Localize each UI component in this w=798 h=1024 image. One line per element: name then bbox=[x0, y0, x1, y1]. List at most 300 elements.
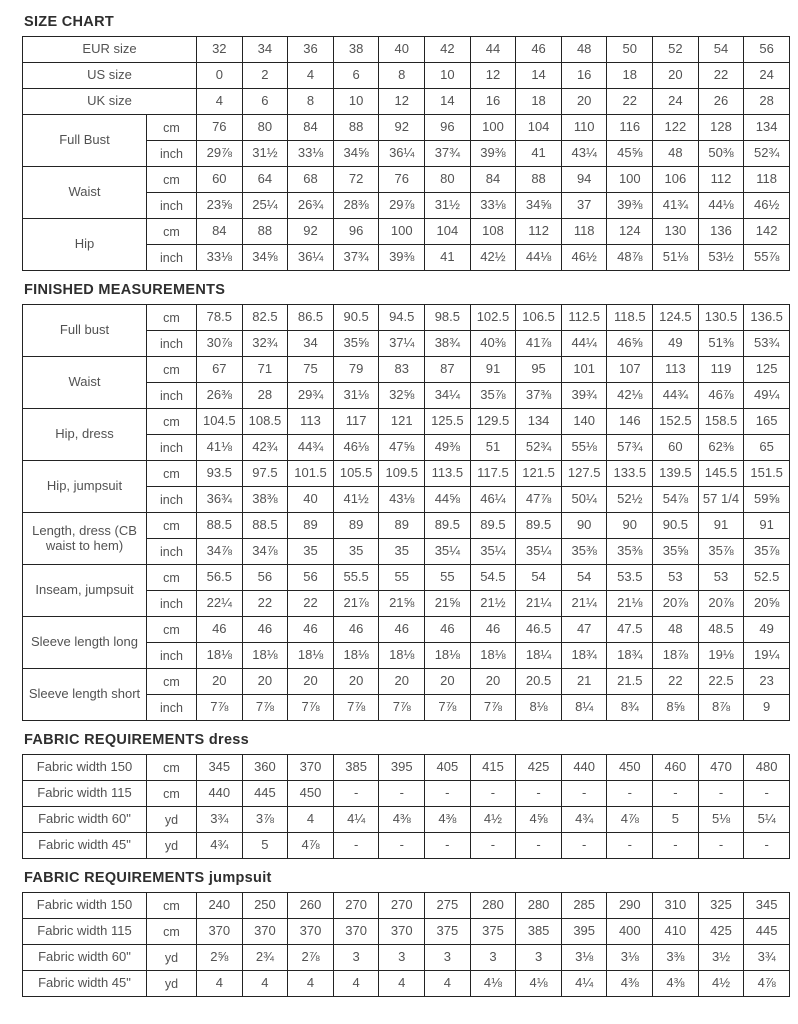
value-cell: 44¾ bbox=[288, 435, 334, 461]
value-cell: 395 bbox=[379, 755, 425, 781]
value-cell: 4⅛ bbox=[470, 971, 516, 997]
value-cell: 7⅞ bbox=[333, 695, 379, 721]
value-cell: 112.5 bbox=[561, 305, 607, 331]
table-row bbox=[23, 409, 790, 435]
value-cell: 68 bbox=[288, 167, 334, 193]
value-cell: 91 bbox=[698, 513, 744, 539]
value-cell: 124.5 bbox=[653, 305, 699, 331]
value-cell: 4⅜ bbox=[653, 971, 699, 997]
value-cell: 4⅞ bbox=[607, 807, 653, 833]
value-cell: 31⅛ bbox=[333, 383, 379, 409]
value-cell: 31½ bbox=[425, 193, 471, 219]
value-cell: 83 bbox=[379, 357, 425, 383]
value-cell: 105.5 bbox=[333, 461, 379, 487]
unit-cell: yd bbox=[147, 945, 197, 971]
table-row bbox=[23, 781, 790, 807]
value-cell: 4⅜ bbox=[607, 971, 653, 997]
value-cell: 46 bbox=[516, 37, 562, 63]
value-cell: 22 bbox=[607, 89, 653, 115]
value-cell: 28 bbox=[242, 383, 288, 409]
value-cell: 46⅞ bbox=[698, 383, 744, 409]
value-cell: 240 bbox=[197, 893, 243, 919]
section-fabric-requirements-dress bbox=[22, 732, 790, 859]
value-cell: 8⅛ bbox=[516, 695, 562, 721]
value-cell: 28 bbox=[744, 89, 790, 115]
value-cell: 360 bbox=[242, 755, 288, 781]
value-cell: 118.5 bbox=[607, 305, 653, 331]
value-cell: - bbox=[379, 833, 425, 859]
value-cell: 8⅝ bbox=[653, 695, 699, 721]
unit-cell: cm bbox=[147, 755, 197, 781]
value-cell: 125.5 bbox=[425, 409, 471, 435]
value-cell: 4¾ bbox=[561, 807, 607, 833]
table-row bbox=[23, 755, 790, 781]
value-cell: 37⅜ bbox=[516, 383, 562, 409]
unit-cell: inch bbox=[147, 695, 197, 721]
value-cell: 35 bbox=[288, 539, 334, 565]
section-size-chart bbox=[22, 14, 790, 271]
value-cell: 450 bbox=[607, 755, 653, 781]
value-cell: 18⅛ bbox=[379, 643, 425, 669]
value-cell: 24 bbox=[744, 63, 790, 89]
value-cell: 8¼ bbox=[561, 695, 607, 721]
value-cell: 53 bbox=[653, 565, 699, 591]
fabric-requirements-jumpsuit-table bbox=[22, 892, 790, 997]
value-cell: 49 bbox=[744, 617, 790, 643]
value-cell: 55 bbox=[425, 565, 471, 591]
value-cell: 80 bbox=[242, 115, 288, 141]
value-cell: 20 bbox=[470, 669, 516, 695]
value-cell: 104 bbox=[425, 219, 471, 245]
value-cell: 106.5 bbox=[516, 305, 562, 331]
value-cell: 44¾ bbox=[653, 383, 699, 409]
value-cell: 325 bbox=[698, 893, 744, 919]
value-cell: 12 bbox=[379, 89, 425, 115]
value-cell: 375 bbox=[470, 919, 516, 945]
value-cell: 3 bbox=[379, 945, 425, 971]
value-cell: 53.5 bbox=[607, 565, 653, 591]
value-cell: 18⅛ bbox=[288, 643, 334, 669]
value-cell: 43¼ bbox=[561, 141, 607, 167]
value-cell: 18 bbox=[516, 89, 562, 115]
value-cell: 50¼ bbox=[561, 487, 607, 513]
value-cell: 370 bbox=[288, 755, 334, 781]
value-cell: 22¼ bbox=[197, 591, 243, 617]
value-cell: 130.5 bbox=[698, 305, 744, 331]
value-cell: 7⅞ bbox=[197, 695, 243, 721]
value-cell: 35⅞ bbox=[698, 539, 744, 565]
value-cell: 90.5 bbox=[653, 513, 699, 539]
value-cell: 121.5 bbox=[516, 461, 562, 487]
value-cell: 128 bbox=[698, 115, 744, 141]
value-cell: 4⅞ bbox=[744, 971, 790, 997]
value-cell: 8 bbox=[379, 63, 425, 89]
value-cell: 35⅜ bbox=[607, 539, 653, 565]
value-cell: 46⅝ bbox=[607, 331, 653, 357]
value-cell: 104 bbox=[516, 115, 562, 141]
value-cell: 7⅞ bbox=[242, 695, 288, 721]
value-cell: 108.5 bbox=[242, 409, 288, 435]
value-cell: 49 bbox=[653, 331, 699, 357]
value-cell: - bbox=[516, 781, 562, 807]
value-cell: 2¾ bbox=[242, 945, 288, 971]
value-cell: 18⅛ bbox=[242, 643, 288, 669]
value-cell: 425 bbox=[516, 755, 562, 781]
value-cell: 48⅞ bbox=[607, 245, 653, 271]
value-cell: 35¼ bbox=[516, 539, 562, 565]
value-cell: 100 bbox=[379, 219, 425, 245]
value-cell: 41 bbox=[516, 141, 562, 167]
value-cell: 34⅝ bbox=[333, 141, 379, 167]
unit-cell: cm bbox=[147, 919, 197, 945]
value-cell: 106 bbox=[653, 167, 699, 193]
value-cell: 4 bbox=[288, 971, 334, 997]
unit-cell: cm bbox=[147, 219, 197, 245]
value-cell: 23⅝ bbox=[197, 193, 243, 219]
value-cell: - bbox=[607, 833, 653, 859]
value-cell: 395 bbox=[561, 919, 607, 945]
value-cell: 39¾ bbox=[561, 383, 607, 409]
value-cell: 46.5 bbox=[516, 617, 562, 643]
value-cell: 47.5 bbox=[607, 617, 653, 643]
value-cell: 34¼ bbox=[425, 383, 471, 409]
value-cell: 4 bbox=[379, 971, 425, 997]
value-cell: 55⅞ bbox=[744, 245, 790, 271]
value-cell: 112 bbox=[516, 219, 562, 245]
value-cell: 21⅞ bbox=[333, 591, 379, 617]
value-cell: 95 bbox=[516, 357, 562, 383]
value-cell: 8⅞ bbox=[698, 695, 744, 721]
value-cell: 37 bbox=[561, 193, 607, 219]
unit-cell: cm bbox=[147, 669, 197, 695]
value-cell: 52¾ bbox=[744, 141, 790, 167]
unit-cell: yd bbox=[147, 833, 197, 859]
value-cell: 89 bbox=[333, 513, 379, 539]
value-cell: 445 bbox=[744, 919, 790, 945]
value-cell: 59⅝ bbox=[744, 487, 790, 513]
value-cell: - bbox=[607, 781, 653, 807]
value-cell: 16 bbox=[470, 89, 516, 115]
value-cell: 42 bbox=[425, 37, 471, 63]
value-cell: - bbox=[425, 833, 471, 859]
unit-cell: cm bbox=[147, 115, 197, 141]
value-cell: 19⅛ bbox=[698, 643, 744, 669]
value-cell: 50 bbox=[607, 37, 653, 63]
value-cell: 3 bbox=[333, 945, 379, 971]
value-cell: 36¾ bbox=[197, 487, 243, 513]
value-cell: 96 bbox=[333, 219, 379, 245]
value-cell: - bbox=[561, 781, 607, 807]
value-cell: 129.5 bbox=[470, 409, 516, 435]
value-cell: 4¼ bbox=[561, 971, 607, 997]
value-cell: 151.5 bbox=[744, 461, 790, 487]
value-cell: 44 bbox=[470, 37, 516, 63]
row-label: Waist bbox=[23, 357, 147, 409]
value-cell: 56 bbox=[744, 37, 790, 63]
value-cell: 87 bbox=[425, 357, 471, 383]
value-cell: 4¾ bbox=[197, 833, 243, 859]
size-chart-heading: SIZE CHART bbox=[24, 14, 114, 30]
value-cell: 88 bbox=[333, 115, 379, 141]
value-cell: 2 bbox=[242, 63, 288, 89]
value-cell: 4¼ bbox=[333, 807, 379, 833]
value-cell: 3⅞ bbox=[242, 807, 288, 833]
value-cell: 98.5 bbox=[425, 305, 471, 331]
value-cell: 43⅛ bbox=[379, 487, 425, 513]
value-cell: 4⅛ bbox=[516, 971, 562, 997]
value-cell: 270 bbox=[333, 893, 379, 919]
value-cell: 49¼ bbox=[744, 383, 790, 409]
value-cell: 88.5 bbox=[242, 513, 288, 539]
value-cell: 134 bbox=[744, 115, 790, 141]
table-row bbox=[23, 115, 790, 141]
table-row bbox=[23, 893, 790, 919]
value-cell: 165 bbox=[744, 409, 790, 435]
value-cell: 35⅝ bbox=[333, 331, 379, 357]
value-cell: 82.5 bbox=[242, 305, 288, 331]
value-cell: 145.5 bbox=[698, 461, 744, 487]
value-cell: 56 bbox=[242, 565, 288, 591]
value-cell: - bbox=[516, 833, 562, 859]
unit-cell: cm bbox=[147, 167, 197, 193]
value-cell: 136 bbox=[698, 219, 744, 245]
value-cell: 34⅞ bbox=[197, 539, 243, 565]
value-cell: 36¼ bbox=[288, 245, 334, 271]
value-cell: 60 bbox=[197, 167, 243, 193]
value-cell: 44¼ bbox=[561, 331, 607, 357]
value-cell: 72 bbox=[333, 167, 379, 193]
value-cell: 18⅛ bbox=[425, 643, 471, 669]
unit-cell: inch bbox=[147, 193, 197, 219]
value-cell: 94.5 bbox=[379, 305, 425, 331]
section-finished-measurements bbox=[22, 282, 790, 721]
value-cell: 51⅜ bbox=[698, 331, 744, 357]
value-cell: 60 bbox=[653, 435, 699, 461]
value-cell: 4⅜ bbox=[379, 807, 425, 833]
value-cell: 104.5 bbox=[197, 409, 243, 435]
value-cell: 113 bbox=[288, 409, 334, 435]
value-cell: 29⅞ bbox=[197, 141, 243, 167]
value-cell: 20⅞ bbox=[698, 591, 744, 617]
value-cell: 44⅛ bbox=[698, 193, 744, 219]
row-label: Full bust bbox=[23, 305, 147, 357]
row-label: UK size bbox=[23, 89, 197, 115]
value-cell: 54⅞ bbox=[653, 487, 699, 513]
value-cell: 133.5 bbox=[607, 461, 653, 487]
section-fabric-requirements-jumpsuit bbox=[22, 870, 790, 997]
value-cell: 55 bbox=[379, 565, 425, 591]
value-cell: 370 bbox=[379, 919, 425, 945]
value-cell: 30⅞ bbox=[197, 331, 243, 357]
value-cell: 21⅝ bbox=[425, 591, 471, 617]
value-cell: 53½ bbox=[698, 245, 744, 271]
unit-cell: inch bbox=[147, 331, 197, 357]
value-cell: 370 bbox=[197, 919, 243, 945]
value-cell: 290 bbox=[607, 893, 653, 919]
table-row bbox=[23, 669, 790, 695]
value-cell: 5 bbox=[242, 833, 288, 859]
value-cell: 4½ bbox=[698, 971, 744, 997]
unit-cell: cm bbox=[147, 357, 197, 383]
value-cell: 385 bbox=[516, 919, 562, 945]
value-cell: 34⅝ bbox=[516, 193, 562, 219]
value-cell: 35⅜ bbox=[561, 539, 607, 565]
value-cell: 89.5 bbox=[425, 513, 471, 539]
value-cell: 32 bbox=[197, 37, 243, 63]
value-cell: 64 bbox=[242, 167, 288, 193]
value-cell: 385 bbox=[333, 755, 379, 781]
value-cell: 56.5 bbox=[197, 565, 243, 591]
value-cell: 94 bbox=[561, 167, 607, 193]
value-cell: 100 bbox=[470, 115, 516, 141]
unit-cell: cm bbox=[147, 893, 197, 919]
value-cell: 250 bbox=[242, 893, 288, 919]
value-cell: 415 bbox=[470, 755, 516, 781]
value-cell: 44⅛ bbox=[516, 245, 562, 271]
value-cell: 25¼ bbox=[242, 193, 288, 219]
value-cell: 139.5 bbox=[653, 461, 699, 487]
value-cell: 50⅜ bbox=[698, 141, 744, 167]
value-cell: 12 bbox=[470, 63, 516, 89]
value-cell: 34 bbox=[288, 331, 334, 357]
value-cell: 7⅞ bbox=[288, 695, 334, 721]
value-cell: 22 bbox=[653, 669, 699, 695]
value-cell: 46 bbox=[197, 617, 243, 643]
value-cell: 21⅛ bbox=[607, 591, 653, 617]
value-cell: 80 bbox=[425, 167, 471, 193]
fabric-requirements-dress-table bbox=[22, 754, 790, 859]
value-cell: 20 bbox=[379, 669, 425, 695]
unit-cell: inch bbox=[147, 591, 197, 617]
value-cell: 4 bbox=[288, 807, 334, 833]
value-cell: 90 bbox=[561, 513, 607, 539]
value-cell: 22 bbox=[242, 591, 288, 617]
value-cell: 32⅝ bbox=[379, 383, 425, 409]
row-label: EUR size bbox=[23, 37, 197, 63]
unit-cell: yd bbox=[147, 971, 197, 997]
value-cell: 35 bbox=[333, 539, 379, 565]
value-cell: 8 bbox=[288, 89, 334, 115]
value-cell: 84 bbox=[197, 219, 243, 245]
value-cell: 86.5 bbox=[288, 305, 334, 331]
table-row bbox=[23, 565, 790, 591]
table-row bbox=[23, 971, 790, 997]
value-cell: 33⅛ bbox=[470, 193, 516, 219]
value-cell: 140 bbox=[561, 409, 607, 435]
value-cell: 52¾ bbox=[516, 435, 562, 461]
row-label: Fabric width 60" bbox=[23, 945, 147, 971]
value-cell: 275 bbox=[425, 893, 471, 919]
value-cell: 88 bbox=[516, 167, 562, 193]
value-cell: 3¾ bbox=[197, 807, 243, 833]
table-row bbox=[23, 513, 790, 539]
value-cell: 37¾ bbox=[425, 141, 471, 167]
value-cell: 2⅝ bbox=[197, 945, 243, 971]
value-cell: 45⅝ bbox=[607, 141, 653, 167]
value-cell: 440 bbox=[197, 781, 243, 807]
unit-cell: yd bbox=[147, 807, 197, 833]
value-cell: 152.5 bbox=[653, 409, 699, 435]
unit-cell: cm bbox=[147, 305, 197, 331]
value-cell: 46 bbox=[425, 617, 471, 643]
value-cell: 460 bbox=[653, 755, 699, 781]
value-cell: 37¼ bbox=[379, 331, 425, 357]
value-cell: 20 bbox=[242, 669, 288, 695]
value-cell: 29⅞ bbox=[379, 193, 425, 219]
table-row bbox=[23, 807, 790, 833]
value-cell: 35⅞ bbox=[744, 539, 790, 565]
unit-cell: cm bbox=[147, 513, 197, 539]
value-cell: 39⅜ bbox=[379, 245, 425, 271]
value-cell: 46 bbox=[379, 617, 425, 643]
value-cell: 89 bbox=[379, 513, 425, 539]
table-row bbox=[23, 833, 790, 859]
value-cell: 3¾ bbox=[744, 945, 790, 971]
value-cell: 54 bbox=[698, 37, 744, 63]
value-cell: 142 bbox=[744, 219, 790, 245]
value-cell: 146 bbox=[607, 409, 653, 435]
value-cell: 370 bbox=[288, 919, 334, 945]
value-cell: 101 bbox=[561, 357, 607, 383]
value-cell: 20 bbox=[333, 669, 379, 695]
value-cell: 450 bbox=[288, 781, 334, 807]
unit-cell: cm bbox=[147, 409, 197, 435]
value-cell: 76 bbox=[197, 115, 243, 141]
value-cell: 57 1/4 bbox=[698, 487, 744, 513]
value-cell: 92 bbox=[288, 219, 334, 245]
unit-cell: inch bbox=[147, 643, 197, 669]
value-cell: - bbox=[379, 781, 425, 807]
value-cell: 55⅛ bbox=[561, 435, 607, 461]
value-cell: 75 bbox=[288, 357, 334, 383]
value-cell: 93.5 bbox=[197, 461, 243, 487]
value-cell: 53 bbox=[698, 565, 744, 591]
value-cell: 116 bbox=[607, 115, 653, 141]
value-cell: 41⅞ bbox=[516, 331, 562, 357]
value-cell: - bbox=[698, 781, 744, 807]
value-cell: 445 bbox=[242, 781, 288, 807]
value-cell: 6 bbox=[242, 89, 288, 115]
value-cell: 3⅜ bbox=[653, 945, 699, 971]
value-cell: 54.5 bbox=[470, 565, 516, 591]
row-label: Full Bust bbox=[23, 115, 147, 167]
value-cell: 48 bbox=[653, 617, 699, 643]
row-label: Fabric width 115 bbox=[23, 919, 147, 945]
value-cell: 21.5 bbox=[607, 669, 653, 695]
value-cell: 375 bbox=[425, 919, 471, 945]
value-cell: 51 bbox=[470, 435, 516, 461]
value-cell: - bbox=[425, 781, 471, 807]
value-cell: 119 bbox=[698, 357, 744, 383]
value-cell: 480 bbox=[744, 755, 790, 781]
value-cell: 134 bbox=[516, 409, 562, 435]
row-label: Hip, jumpsuit bbox=[23, 461, 147, 513]
value-cell: 5⅛ bbox=[698, 807, 744, 833]
value-cell: - bbox=[744, 833, 790, 859]
value-cell: 26⅜ bbox=[197, 383, 243, 409]
row-label: Fabric width 115 bbox=[23, 781, 147, 807]
value-cell: 22 bbox=[288, 591, 334, 617]
value-cell: - bbox=[653, 781, 699, 807]
table-row bbox=[23, 37, 790, 63]
value-cell: 56 bbox=[288, 565, 334, 591]
value-cell: 130 bbox=[653, 219, 699, 245]
value-cell: 112 bbox=[698, 167, 744, 193]
value-cell: 92 bbox=[379, 115, 425, 141]
value-cell: 40⅜ bbox=[470, 331, 516, 357]
value-cell: 41⅛ bbox=[197, 435, 243, 461]
value-cell: 18⅞ bbox=[653, 643, 699, 669]
